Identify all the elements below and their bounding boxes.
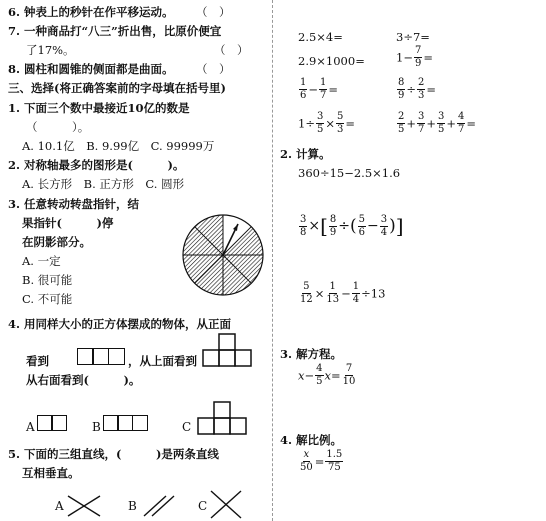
judge-q7-line1: 7. 一种商品打“八三”折出售，比原价便宜 [8, 24, 222, 38]
top-view-figure [202, 332, 252, 368]
oral-calc-3b: $\frac{8}{9}$ ÷ $\frac{2}{3}$ = [398, 77, 437, 101]
section-2-heading: 2. 计算。 [280, 147, 331, 161]
calc-expr-1: 360÷15−2.5×1.6 [298, 166, 401, 180]
option-a-figure [38, 415, 67, 431]
judge-q8: 8. 圆柱和圆锥的侧面都是曲面。 [8, 62, 174, 76]
proportion: $\frac{x}{50}$ = $\frac{1.5}{75}$ [300, 449, 343, 473]
option-b-label[interactable]: B [92, 420, 101, 434]
oral-calc-3a: $\frac{1}{6}$ − $\frac{1}{7}$ = [300, 77, 339, 101]
calc-expr-2: $\frac{3}{8}$ ×[ $\frac{8}{9}$ ÷( $\frac{5}{6}$ − $\frac{3}{4}$ )] [300, 213, 404, 238]
q5-option-c-lines [208, 488, 244, 521]
calc-expr-3: $\frac{5}{12}$ × $\frac{1}{13}$ − $\frac{1}{4}$ ÷13 [300, 281, 386, 305]
column-divider [272, 0, 273, 521]
choice-q3-line3: 在阴影部分。 [22, 235, 91, 249]
choice-q2: 2. 对称轴最多的图形是( )。 [8, 158, 185, 172]
choice-q5-line1: 5. 下面的三组直线，( )是两条直线 [8, 447, 219, 461]
option-c-label[interactable]: C [182, 420, 192, 434]
q5-option-a-lines [64, 492, 104, 520]
choice-q3-option-a: A. 一定 [22, 254, 61, 268]
choice-q4-line1: 4. 用同样大小的正方体摆成的物体，从正面 [8, 317, 232, 331]
equation: x− $\frac{4}{5}$ x= $\frac{7}{10}$ [298, 363, 356, 387]
judge-q6: 6. 钟表上的秒针在作平移运动。 [8, 5, 174, 19]
choice-q5-line2: 互相垂直。 [22, 466, 80, 480]
section-3-heading: 三、选择(将正确答案前的字母填在括号里) [8, 81, 226, 95]
q5-option-b-lines [138, 492, 178, 520]
answer-paren-q6[interactable]: （ ） [196, 5, 231, 19]
choice-q3-line1: 3. 任意转动转盘指针，结 [8, 197, 140, 211]
q5-option-a-label[interactable]: A [55, 499, 64, 513]
q5-option-b-label[interactable]: B [128, 499, 137, 513]
option-c-figure [196, 400, 248, 436]
q5-option-c-label[interactable]: C [198, 499, 208, 513]
choice-q3-option-c: C. 不可能 [22, 292, 73, 306]
choice-q4-top-label: ，从上面看到 [128, 354, 197, 368]
answer-paren-q8[interactable]: （ ） [196, 62, 231, 76]
section-4-proportion-heading: 4. 解比例。 [280, 433, 343, 447]
oral-calc-1b: 3÷7= [396, 30, 430, 44]
choice-q3-line2: 果指针( )停 [22, 216, 114, 230]
judge-q7-line2: 了17%。 [26, 43, 75, 57]
choice-q4-front-label: 看到 [26, 354, 49, 368]
answer-paren-q7[interactable]: （ ） [214, 43, 249, 57]
option-b-figure [104, 415, 148, 431]
choice-q3-option-b: B. 很可能 [22, 273, 73, 287]
choice-q1-line1: 1. 下面三个数中最接近10亿的数是 [8, 101, 190, 115]
oral-calc-2b: 1− $\frac{7}{9}$ = [396, 45, 433, 69]
front-view-figure [78, 348, 125, 365]
oral-calc-1a: 2.5×4= [298, 30, 343, 44]
oral-calc-2a: 2.9×1000= [298, 54, 365, 68]
section-3-equation-heading: 3. 解方程。 [280, 347, 343, 361]
choice-q1-options: A. 10.1亿 B. 9.99亿 C. 99999万 [22, 139, 215, 153]
spinner-diagram [180, 212, 266, 298]
oral-calc-4b: $\frac{2}{5}$ + $\frac{3}{7}$ + $\frac{3}{5}$ + $\frac{4}{7}$ = [398, 111, 477, 135]
choice-q1-paren[interactable]: （ ）。 [26, 120, 90, 134]
choice-q4-right-label: 从右面看到( )。 [26, 373, 141, 387]
oral-calc-4a: 1÷ $\frac{3}{5}$ × $\frac{5}{3}$ = [298, 111, 355, 135]
choice-q2-options: A. 长方形 B. 正方形 C. 圆形 [22, 177, 185, 191]
option-a-label[interactable]: A [26, 420, 35, 434]
